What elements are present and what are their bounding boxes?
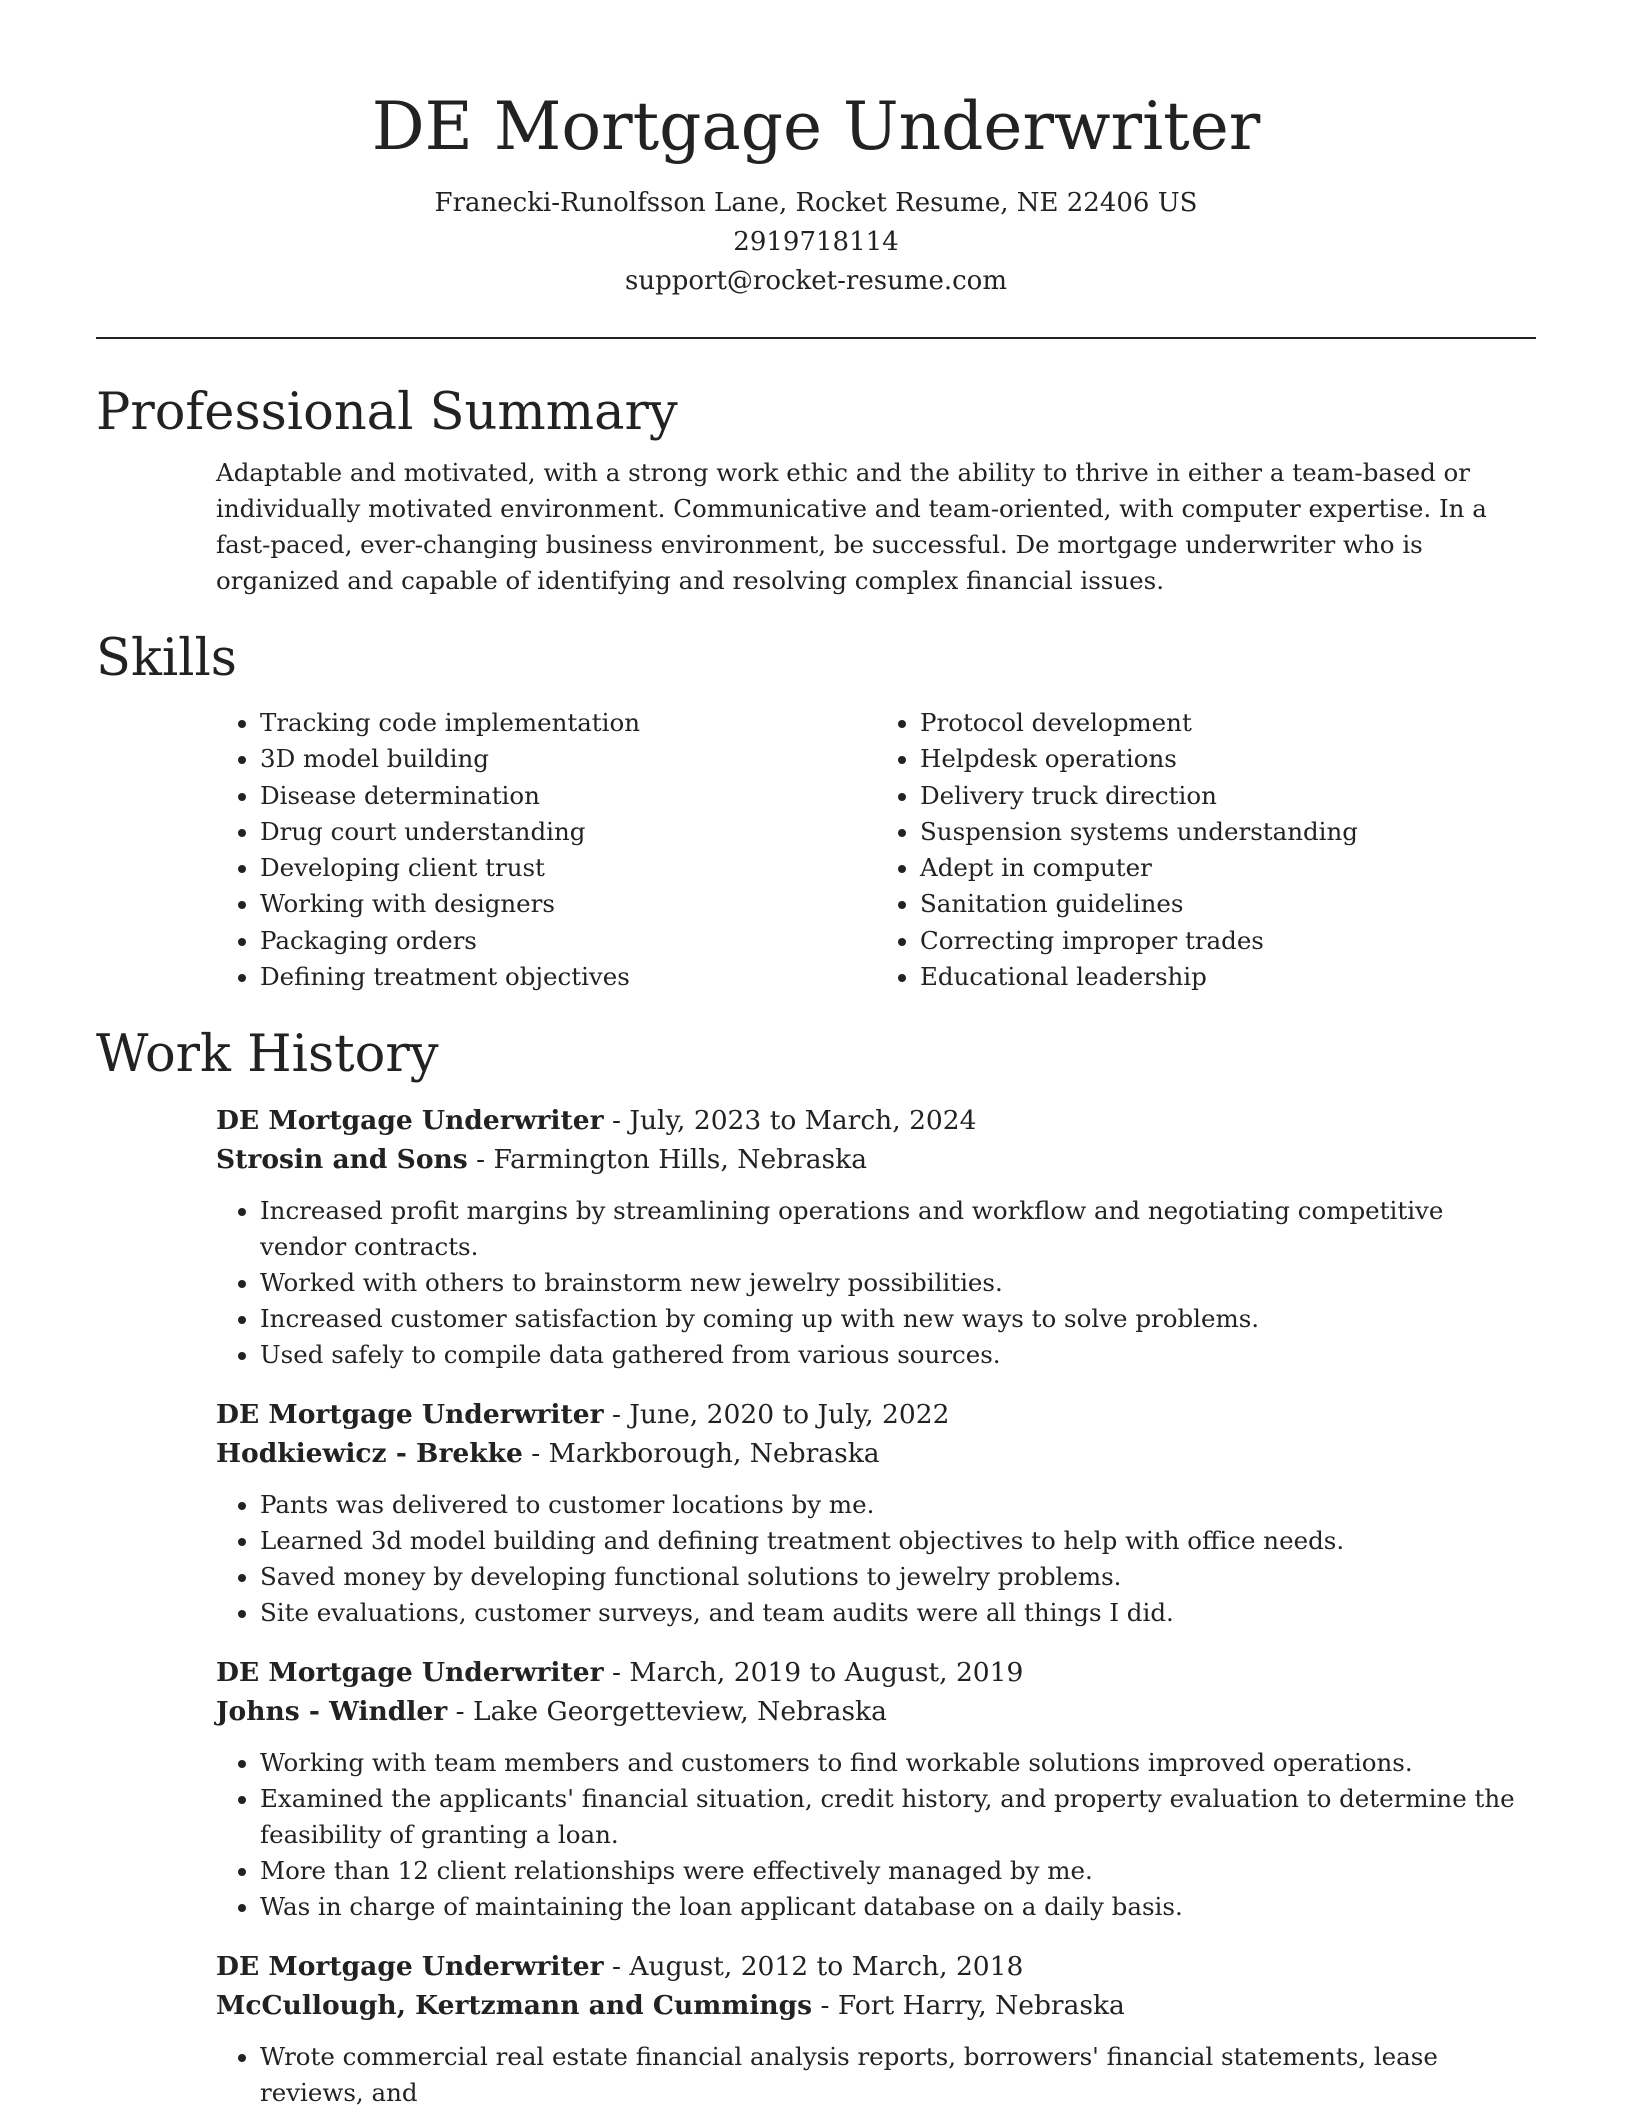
contact-info	[96, 184, 1536, 301]
job-dates: - July, 2023 to March, 2024	[603, 1105, 977, 1137]
skills-heading: Skills	[96, 629, 237, 688]
job-bullets	[216, 1193, 1536, 1373]
job-bullet: • Site evaluations, customer surveys, and team audits were all things I did.	[260, 1595, 1536, 1631]
address: Franecki-Runolfsson Lane, Rocket Resume, NE 22406 US	[434, 188, 1198, 218]
skills-column-right	[876, 705, 1536, 995]
resume-header	[96, 0, 1536, 301]
job-bullet: • Wrote commercial real estate financial analysis reports, borrowers' financial statements, lease reviews, and	[260, 2039, 1536, 2111]
job-bullets	[216, 1745, 1536, 1925]
skill-item: • Protocol development	[920, 705, 1536, 741]
job-company: Strosin and Sons	[216, 1144, 468, 1176]
skill-item: • Developing client trust	[260, 850, 876, 886]
job-title: DE Mortgage Underwriter	[216, 1105, 604, 1137]
skill-item: • Suspension systems understanding	[920, 814, 1536, 850]
job-company-line	[216, 1986, 1536, 2025]
job-bullet: • Examined the applicants' financial situation, credit history, and property evaluation to determine the feasibility of granting a loan.	[260, 1781, 1536, 1853]
job-title-line	[216, 1395, 1536, 1434]
job-company: Hodkiewicz - Brekke	[216, 1438, 523, 1470]
job-bullet: • Used safely to compile data gathered from various sources.	[260, 1337, 1536, 1373]
job-title: DE Mortgage Underwriter	[216, 1951, 604, 1983]
phone: 2919718114	[733, 227, 899, 257]
skill-item: • Helpdesk operations	[920, 741, 1536, 777]
summary-text: Adaptable and motivated, with a strong work ethic and the ability to thrive in either a team-based or individually motivated environment. Communicative and team-oriented, with computer expertise. In a fast-paced, ever-changing business environment, be successful. De mortgage underwriter who is organized and capable of identifying and resolving complex financial issues.	[216, 458, 1487, 595]
job-location: - Farmington Hills, Nebraska	[467, 1144, 868, 1176]
job-entry	[216, 1947, 1536, 2111]
job-company-line	[216, 1692, 1536, 1731]
work-history-section	[96, 1101, 1536, 2111]
skills-grid	[216, 705, 1536, 995]
skill-item: • Drug court understanding	[260, 814, 876, 850]
job-bullet: • Pants was delivered to customer locations by me.	[260, 1487, 1536, 1523]
skill-item: • Working with designers	[260, 886, 876, 922]
skills-section	[96, 705, 1536, 995]
skill-item: • Delivery truck direction	[920, 778, 1536, 814]
job-title: DE Mortgage Underwriter	[216, 1399, 604, 1431]
skills-column-left	[216, 705, 876, 995]
job-bullets	[216, 1487, 1536, 1631]
header-divider	[96, 337, 1536, 339]
job-company: McCullough, Kertzmann and Cummings	[216, 1990, 813, 2022]
email: support@rocket-resume.com	[624, 266, 1007, 296]
skill-item: • Defining treatment objectives	[260, 959, 876, 995]
skill-item: • Disease determination	[260, 778, 876, 814]
job-title-line	[216, 1947, 1536, 1986]
job-bullet: • Increased customer satisfaction by coming up with new ways to solve problems.	[260, 1301, 1536, 1337]
skill-item: • Packaging orders	[260, 923, 876, 959]
skill-item: • Educational leadership	[920, 959, 1536, 995]
skill-item: • 3D model building	[260, 741, 876, 777]
job-location: - Markborough, Nebraska	[522, 1438, 880, 1470]
job-bullet: • Learned 3d model building and defining treatment objectives to help with office needs.	[260, 1523, 1536, 1559]
job-location: - Lake Georgetteview, Nebraska	[447, 1696, 887, 1728]
job-title-line	[216, 1653, 1536, 1692]
job-bullet: • Increased profit margins by streamlining operations and workflow and negotiating competitive vendor contracts.	[260, 1193, 1536, 1265]
job-company: Johns - Windler	[216, 1696, 448, 1728]
summary-heading: Professional Summary	[96, 383, 678, 442]
skill-item: • Correcting improper trades	[920, 923, 1536, 959]
job-bullet: • Working with team members and customers to find workable solutions improved operations.	[260, 1745, 1536, 1781]
job-company-line	[216, 1434, 1536, 1473]
job-dates: - June, 2020 to July, 2022	[603, 1399, 950, 1431]
summary-section	[96, 455, 1536, 599]
job-entry	[216, 1653, 1536, 1925]
skill-item: • Sanitation guidelines	[920, 886, 1536, 922]
candidate-name: DE Mortgage Underwriter	[371, 88, 1261, 165]
job-bullet: • Was in charge of maintaining the loan applicant database on a daily basis.	[260, 1889, 1536, 1925]
job-bullet: • Worked with others to brainstorm new jewelry possibilities.	[260, 1265, 1536, 1301]
job-bullets	[216, 2039, 1536, 2111]
job-title-line	[216, 1101, 1536, 1140]
job-entry	[216, 1395, 1536, 1631]
skill-item: • Tracking code implementation	[260, 705, 876, 741]
job-company-line	[216, 1140, 1536, 1179]
job-title: DE Mortgage Underwriter	[216, 1657, 604, 1689]
job-location: - Fort Harry, Nebraska	[812, 1990, 1125, 2022]
job-dates: - August, 2012 to March, 2018	[603, 1951, 1024, 1983]
work-history-heading: Work History	[96, 1025, 439, 1085]
job-bullet: • Saved money by developing functional solutions to jewelry problems.	[260, 1559, 1536, 1595]
job-dates: - March, 2019 to August, 2019	[603, 1657, 1024, 1689]
job-entry	[216, 1101, 1536, 1373]
skill-item: • Adept in computer	[920, 850, 1536, 886]
job-bullet: • More than 12 client relationships were effectively managed by me.	[260, 1853, 1536, 1889]
